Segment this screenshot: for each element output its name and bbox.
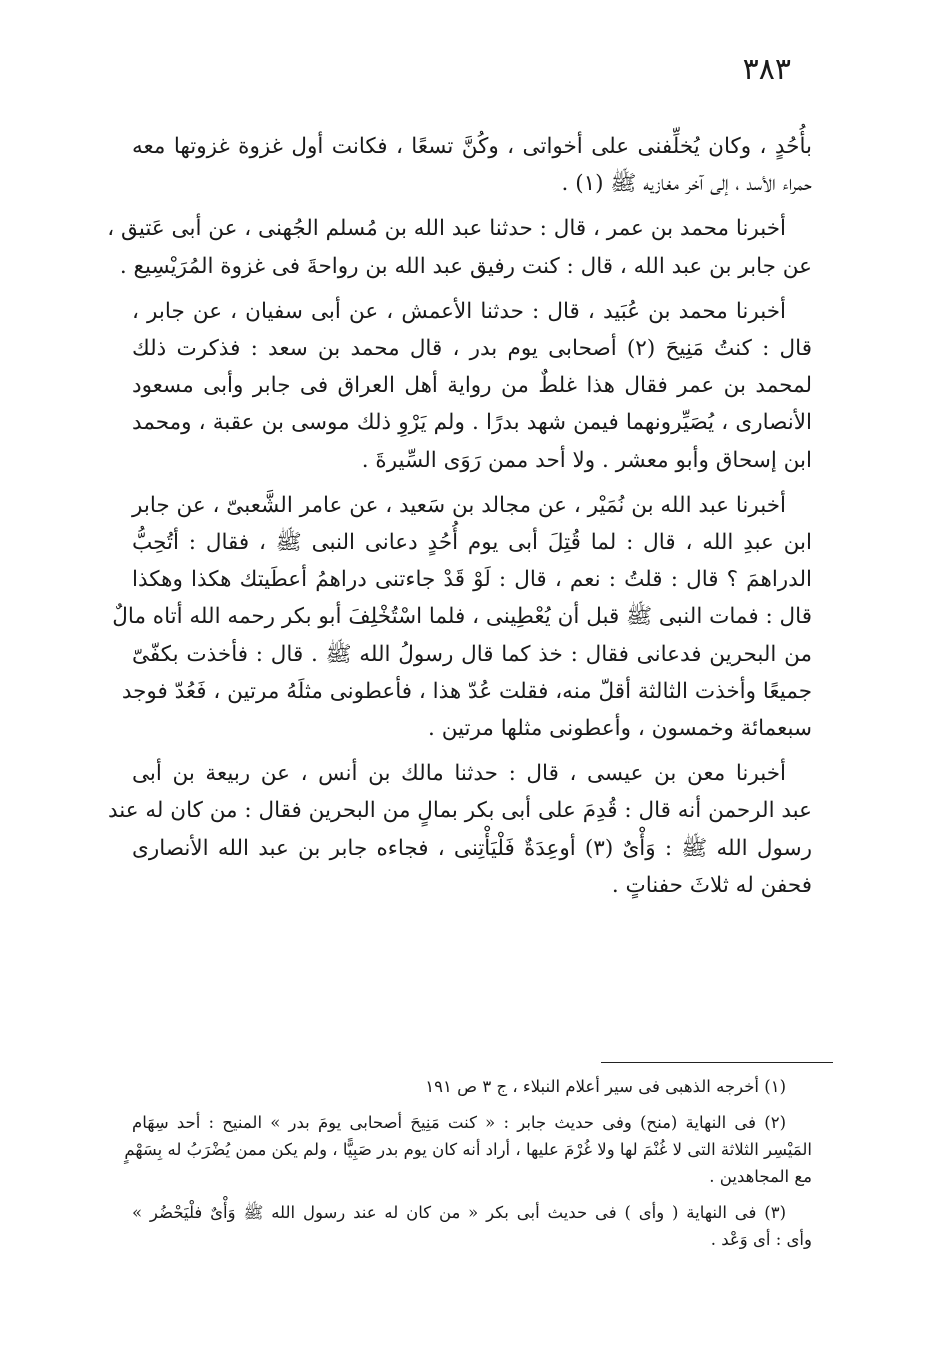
text-line: الدراهمَ ؟ قال : قلتُ : نعم ، قال : لَوْ قَدْ جاءتنى دراهمُ أعطَيتك هكذا وهكذا (132, 567, 812, 593)
text-line: أخبرنا محمد بن عمر ، قال : حدثنا عبد الله بن مُسلم الجُهنى ، عن أبى عَتيق ، (107, 216, 786, 242)
footnotes (124, 1073, 812, 1262)
text-line: جميعًا وأخذت الثالثة أقلّ منه، فقلت عُدّ هذا ، فأعطونى مثلَهُ مرتين ، فَعُدّ فوجد (121, 678, 812, 704)
text-line: ابن إسحاق وأبو معشر . ولا أحد ممن رَوَى السِّيرةَ . (361, 447, 812, 473)
paragraph-3 (132, 293, 812, 479)
footnote-3 (132, 1199, 812, 1253)
footnote-line: (١) أخرجه الذهبى فى سير أعلام النبلاء ، ج ٣ ص ١٩١ (425, 1077, 786, 1096)
text-line: رسول الله ﷺ : وَأْىٌ (٣) أوعِدَةٌ فَلْيَأْتِنى ، فجاءه جابر بن عبد الله الأنصارى (132, 835, 812, 861)
footnote-line: المَيْسِر الثلاثة التى لا غُنْمَ لها ولا غُرْمَ عليها ، أراد أنه كان يوم بدر صَبِيًّا ، ولم يكن ممن يُضْرَبُ له بِسَهْمٍ (124, 1140, 812, 1159)
text-line: عن جابر بن عبد الله ، قال : كنت رفيق عبد الله بن رواحةَ فى غزوة المُرَيْسِيع . (119, 253, 812, 279)
page-number: ٣٨٣ (742, 52, 791, 87)
footnote-line: وأى : أى وَعْد . (710, 1230, 812, 1249)
footnote-1 (132, 1073, 812, 1100)
text-line: أخبرنا عبد الله بن نُمَيْر ، عن مجالد بن سَعيد ، عن عامر الشَّعبىّ ، عن جابر (131, 492, 786, 518)
main-text (107, 128, 813, 912)
paragraph-1 (132, 128, 812, 202)
text-line: حمراء الأسد ، إلى آخر مغازيه ﷺ (١) . (561, 171, 812, 197)
text-line: بأُحُدٍ ، وكان يُخلِّفنى على أخواتى ، وكُنَّ تسعًا ، فكانت أول غزوة غزوتها معه (132, 134, 812, 159)
text-line: فحفن له ثلاثَ حفناتٍ . (611, 872, 812, 898)
text-line: قال : كنتُ مَنِيحَ (٢) أصحابى يوم بدر ، قال محمد بن سعد : فذكرت ذلك (132, 336, 813, 362)
footnote-line: (٣) فى النهاية ( وأى ) فى حديث أبى بكر « من كان له عند رسول الله ﷺ وَأْىٌ فلْيَحْضُر » (132, 1203, 786, 1222)
text-line: لمحمد بن عمر فقال هذا غلطٌ من رواية أهل العراق فى جابر وأبى مسعود (132, 373, 812, 399)
footnote-2 (124, 1109, 812, 1190)
footnote-line: (٢) فى النهاية (منح) وفى حديث جابر : « كنت مَنِيحَ أصحابى يومَ بدر » المنيح : أحد سِهَام (132, 1113, 786, 1132)
text-line: أخبرنا معن بن عيسى ، قال : حدثنا مالك بن أنس ، عن ربيعة بن أبى (132, 761, 786, 787)
paragraph-4 (112, 487, 812, 747)
paragraph-2 (107, 210, 812, 284)
text-line: عبد الرحمن أنه قال : قُدِمَ على أبى بكر بمالٍ من البحرين فقال : من كان له عند (107, 798, 812, 824)
text-line: ابن عبدِ الله ، قال : لما قُتِلَ أبى يوم أُحُدٍ دعانى النبى ﷺ ، فقال : أتُحِبُّ (132, 530, 812, 556)
paragraph-5 (107, 755, 812, 904)
text-line: الأنصارى ، يُصَيِّرونهما فيمن شهد بدرًا . ولم يَرْوِ ذلك موسى بن عقبة ، ومحمد (132, 410, 812, 436)
text-line: من البحرين فدعانى فقال : خذ كما قال رسولُ الله ﷺ . قال : فأخذت بكفّىّ (132, 641, 812, 667)
footnote-divider (601, 1062, 833, 1063)
text-line: قال : فمات النبى ﷺ قبل أن يُعْطِينى ، فلما اسْتُخْلِفَ أبو بكر رحمه الله أتاه مالٌ (112, 604, 812, 630)
text-line: أخبرنا محمد بن عُبَيد ، قال : حدثنا الأعمش ، عن أبى سفيان ، عن جابر ، (132, 298, 786, 324)
footnote-line: مع المجاهدين . (709, 1167, 812, 1186)
text-line: سبعمائة وخمسون ، وأعطونى مثلها مرتين . (428, 716, 812, 742)
